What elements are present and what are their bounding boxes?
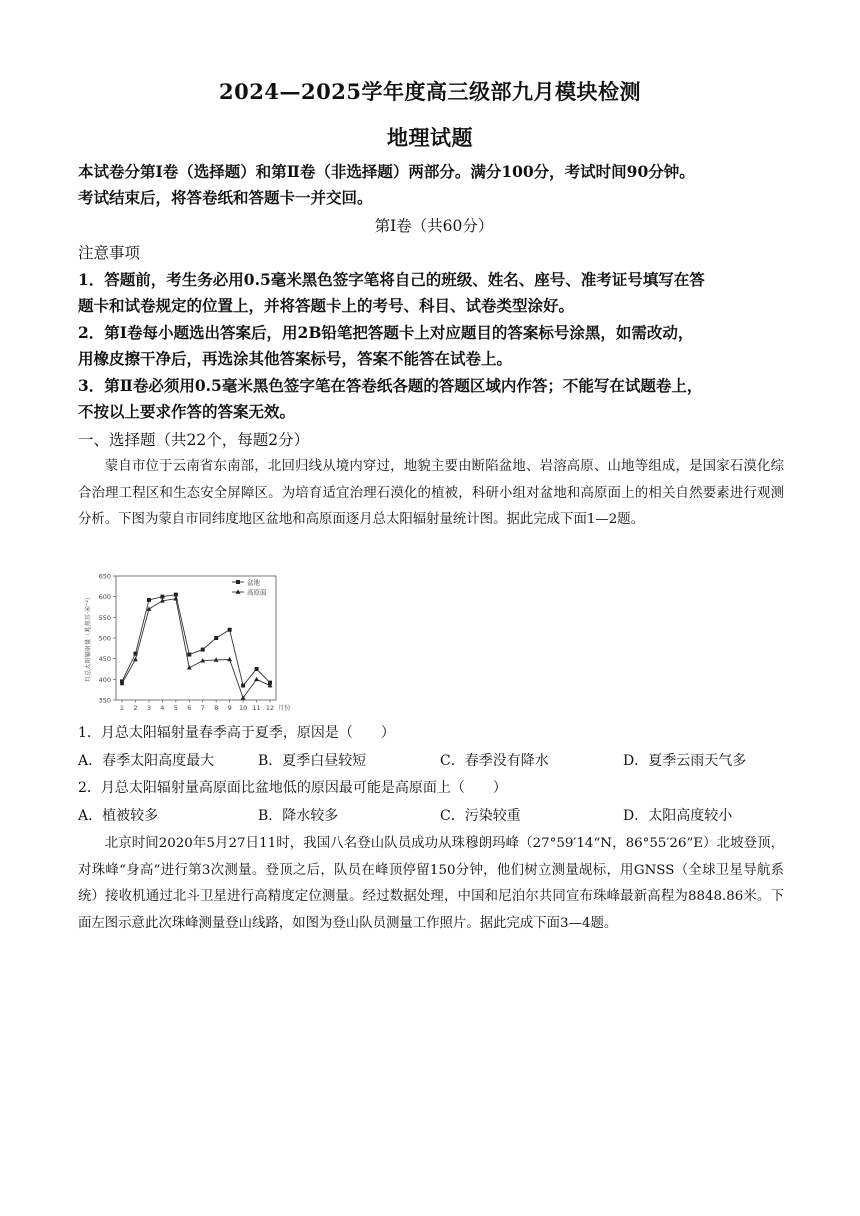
x-tick-label: 10 [238,704,248,712]
y-tick-label: 450 [98,655,111,664]
q2-option-c: C．污染较重 [440,808,521,824]
legend-label-2: 高原面 [247,588,267,597]
point-basin [214,636,218,640]
note-3-line-a: 3．第Ⅱ卷必须用0.5毫米黑色签字笔在答卷纸各题的答题区域内作答；不能写在试题卷上， [78,376,703,395]
legend-marker-basin [236,580,240,584]
point-basin [147,598,151,602]
point-basin [255,667,259,671]
series-line-2 [122,599,270,698]
passage-1: 蒙自市位于云南省东南部，北回归线从境内穿过，地貌主要由断陷盆地、岩溶高原、山地等组成，是国家石漠化综合治理工程区和生态安全屏障区。为培育适宜治理石漠化的植被，科研小组对盆地和高原面上的相关自然要素进行观测分析。下图为蒙自市同纬度地区盆地和高原面逐月总太阳辐射量统计图。据此完成下面1—2题。 [78,459,784,527]
x-tick-label: 2 [133,704,138,712]
note-1-line-a: 1．答题前，考生务必用0.5毫米黑色签字笔将自己的班级、姓名、座号、准考证号填写在答 [78,270,705,289]
x-tick-label: 5 [173,704,178,712]
y-tick-label: 650 [98,572,111,581]
point-plateau [227,657,232,661]
x-tick-label: 12 [265,704,275,712]
exam-title: 2024—2025学年度高三级部九月模块检测 [219,79,641,104]
part1-heading: 第Ⅰ卷（共60分） [374,217,494,235]
y-tick-label: 600 [98,593,111,602]
x-tick-label: 7 [200,704,205,712]
point-plateau [173,596,178,600]
note-2-line-b: 用橡皮擦干净后，再选涂其他答案标号，答案不能答在试卷上。 [78,349,513,368]
solar-radiation-chart [80,568,300,720]
x-tick-label: 8 [214,704,219,712]
q1-option-b: B．夏季白昼较短 [258,753,367,769]
x-axis-label: 月份 [278,705,291,712]
x-tick-label: 3 [146,704,151,712]
point-basin [160,595,164,599]
question-2-stem: 2．月总太阳辐射量高原面比盆地低的原因最可能是高原面上（ ） [78,780,507,796]
x-tick-label: 6 [187,704,192,712]
note-1-line-b: 题卡和试卷规定的位置上，并将答题卡上的考号、科目、试卷类型涂好。 [78,296,575,315]
subject-title: 地理试题 [387,125,473,150]
y-axis-label: 月总太阳辐射量（兆焦耳·米⁻²） [85,593,92,683]
x-tick-label: 11 [252,704,261,712]
point-basin [201,648,205,652]
y-tick-label: 400 [98,675,111,684]
q2-option-d: D．太阳高度较小 [623,808,733,824]
y-tick-label: 550 [98,613,111,622]
q2-option-a: A．植被较多 [78,808,159,824]
note-3-line-b: 不按以上要求作答的答案无效。 [78,402,296,421]
point-basin [174,593,178,597]
legend-label-1: 盆地 [247,578,260,587]
point-plateau [254,677,259,681]
q1-option-a: A．春季太阳高度最大 [78,753,215,769]
intro-line-1: 本试卷分第Ⅰ卷（选择题）和第Ⅱ卷（非选择题）两部分。满分100分，考试时间90分钟。 [78,162,695,181]
question-1-stem: 1．月总太阳辐射量春季高于夏季，原因是（ ） [78,725,395,741]
q1-option-c: C．春季没有降水 [440,753,549,769]
point-basin [241,684,245,688]
q1-option-d: D．夏季云雨天气多 [623,753,747,769]
note-2-line-a: 2．第Ⅰ卷每小题选出答案后，用2B铅笔把答题卡上对应题目的答案标号涂黑，如需改动， [78,323,694,342]
section-1-heading: 一、选择题（共22个，每题2分） [78,431,310,449]
x-tick-label: 1 [119,704,125,712]
point-basin [187,653,191,657]
series-line-1 [122,595,270,686]
y-tick-label: 350 [98,696,111,705]
y-tick-label: 500 [98,634,111,643]
x-tick-label: 4 [160,704,165,712]
q2-option-b: B．降水较多 [258,808,339,824]
notes-heading: 注意事项 [78,244,141,262]
point-basin [228,628,232,632]
x-tick-label: 9 [227,704,232,712]
passage-2: 北京时间2020年5月27日11时，我国八名登山队员成功从珠穆朗玛峰（27°59′14“N，86°55′26”E）北坡登顶，对珠峰“身高”进行第3次测量。登顶之后，队员在峰顶停留150分钟，他们树立测量觇标，用GNSS（全球卫星导航系统）接收机通过北斗卫星进行高精度定位测量。经过数据处理，中国和尼泊尔共同宣布珠峰最新高程为8848.86米。下面左图示意此次珠峰测量登山线路，如图为登山队员测量工作照片。据此完成下面3—4题。 [78,836,784,931]
intro-line-2: 考试结束后，将答卷纸和答题卡一并交回。 [78,188,373,207]
